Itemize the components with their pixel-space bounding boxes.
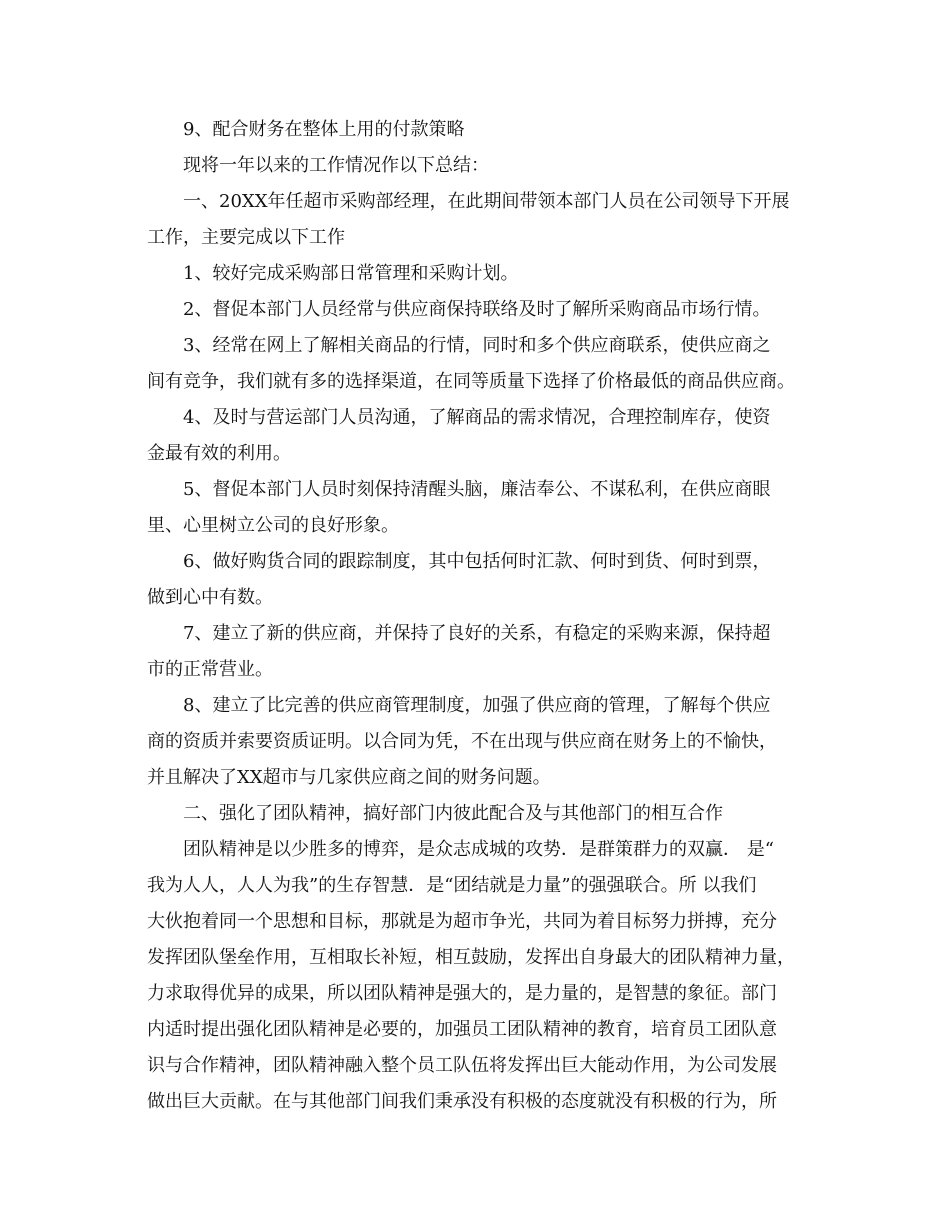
paragraph-line: 一、20XX年任超市采购部经理，在此期间带领本部门人员在公司领导下开展 — [183, 191, 790, 212]
paragraph-line: 做出巨大贡献。在与其他部门间我们秉承没有积极的态度就没有积极的行为，所 — [147, 1091, 777, 1112]
paragraph-line: 做到心中有数。 — [147, 587, 273, 608]
paragraph-line: 力求取得优异的成果，所以团队精神是强大的，是力量的，是智慧的象征。部门 — [147, 983, 777, 1004]
paragraph-line: 我为人人，人人为我”的生存智慧．是“团结就是力量”的强强联合。所 以我们 — [147, 875, 757, 896]
paragraph-line: 4、及时与营运部门人员沟通，了解商品的需求情况，合理控制库存，使资 — [183, 407, 771, 428]
paragraph-line: 团队精神是以少胜多的博弈，是众志成城的攻势．是群策群力的双赢． 是“ — [183, 839, 774, 860]
paragraph-line: 工作，主要完成以下工作 — [147, 227, 345, 248]
paragraph-line: 8、建立了比完善的供应商管理制度，加强了供应商的管理，了解每个供应 — [183, 695, 771, 716]
paragraph-line: 间有竞争，我们就有多的选择渠道，在同等质量下选择了价格最低的商品供应商。 — [147, 371, 795, 392]
paragraph-line: 发挥团队堡垒作用，互相取长补短，相互鼓励，发挥出自身最大的团队精神力量， — [147, 947, 795, 968]
paragraph-line: 3、经常在网上了解相关商品的行情，同时和多个供应商联系，使供应商之 — [183, 335, 771, 356]
paragraph-line: 大伙抱着同一个思想和目标，那就是为超市争光，共同为着目标努力拼搏，充分 — [147, 911, 777, 932]
paragraph-line: 2、督促本部门人员经常与供应商保持联络及时了解所采购商品市场行情。 — [183, 299, 771, 320]
paragraph-line: 9、配合财务在整体上用的付款策略 — [183, 119, 465, 140]
paragraph-line: 商的资质并索要资质证明。以合同为凭，不在出现与供应商在财务上的不愉快， — [147, 731, 777, 752]
paragraph-line: 6、做好购货合同的跟踪制度，其中包括何时汇款、何时到货、何时到票， — [183, 551, 771, 572]
paragraph-line: 内适时提出强化团队精神是必要的，加强员工团队精神的教育，培育员工团队意 — [147, 1019, 777, 1040]
paragraph-line: 金最有效的利用。 — [147, 443, 291, 464]
paragraph-line: 现将一年以来的工作情况作以下总结： — [183, 155, 489, 176]
paragraph-line: 并且解决了XX超市与几家供应商之间的财务问题。 — [147, 767, 551, 788]
paragraph-line: 5、督促本部门人员时刻保持清醒头脑，廉洁奉公、不谋私利，在供应商眼 — [183, 479, 771, 500]
paragraph-line: 1、较好完成采购部日常管理和采购计划。 — [183, 263, 519, 284]
paragraph-line: 7、建立了新的供应商，并保持了良好的关系，有稳定的采购来源，保持超 — [183, 623, 771, 644]
paragraph-line: 市的正常营业。 — [147, 659, 273, 680]
paragraph-line: 二、强化了团队精神，搞好部门内彼此配合及与其他部门的相互合作 — [183, 803, 723, 824]
paragraph-line: 识与合作精神，团队精神融入整个员工队伍将发挥出巨大能动作用，为公司发展 — [147, 1055, 777, 1076]
paragraph-line: 里、心里树立公司的良好形象。 — [147, 515, 399, 536]
